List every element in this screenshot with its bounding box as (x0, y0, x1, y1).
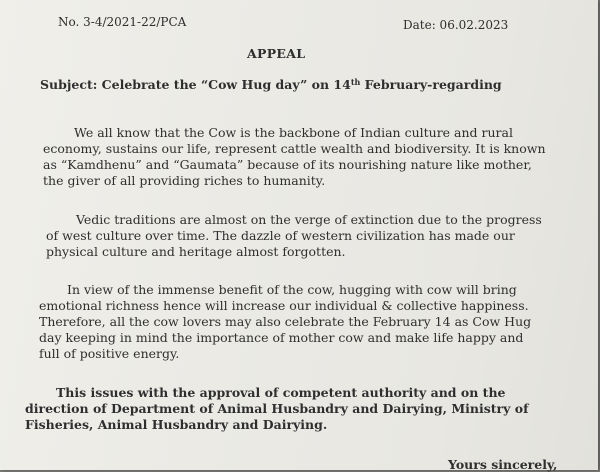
paragraph-line: the giver of all providing riches to humanity. (43, 173, 326, 188)
letter-heading: APPEAL (247, 46, 306, 61)
letter-signoff: Yours sincerely, (448, 457, 558, 472)
subject-text-end: February-regarding (360, 77, 502, 92)
letter-subject (40, 77, 502, 92)
paragraph-line: Fisheries, Animal Husbandry and Dairying. (25, 417, 328, 432)
paragraph-line: economy, sustains our life, represent cattle wealth and biodiversity. It is known (43, 141, 546, 156)
letter-date: Date: 06.02.2023 (403, 18, 509, 32)
paragraph-line: emotional richness hence will increase our individual & collective happiness. (39, 298, 529, 313)
paragraph-line: In view of the immense benefit of the cow, hugging with cow will bring (67, 282, 517, 297)
paragraph-line: Therefore, all the cow lovers may also celebrate the February 14 as Cow Hug (39, 314, 532, 329)
reference-number: No. 3-4/2021-22/PCA (58, 15, 187, 29)
paragraph-line: direction of Department of Animal Husbandry and Dairying, Ministry of (25, 401, 529, 416)
paragraph-line: Vedic traditions are almost on the verge of extinction due to the progress (76, 212, 542, 227)
paragraph-line: This issues with the approval of competent authority and on the (56, 385, 506, 400)
paragraph-line: full of positive energy. (39, 346, 180, 361)
paragraph-line: of west culture over time. The dazzle of western civilization has made our (46, 228, 515, 243)
subject-text: Subject: Celebrate the “Cow Hug day” on 14 (40, 77, 351, 92)
paragraph-line: We all know that the Cow is the backbone of Indian culture and rural (74, 125, 513, 140)
paragraph-line: day keeping in mind the importance of mother cow and make life happy and (39, 330, 524, 345)
subject-ordinal: th (350, 77, 361, 87)
paragraph-line: physical culture and heritage almost forgotten. (46, 244, 346, 259)
paragraph-line: as “Kamdhenu” and “Gaumata” because of its nourishing nature like mother, (43, 157, 532, 172)
